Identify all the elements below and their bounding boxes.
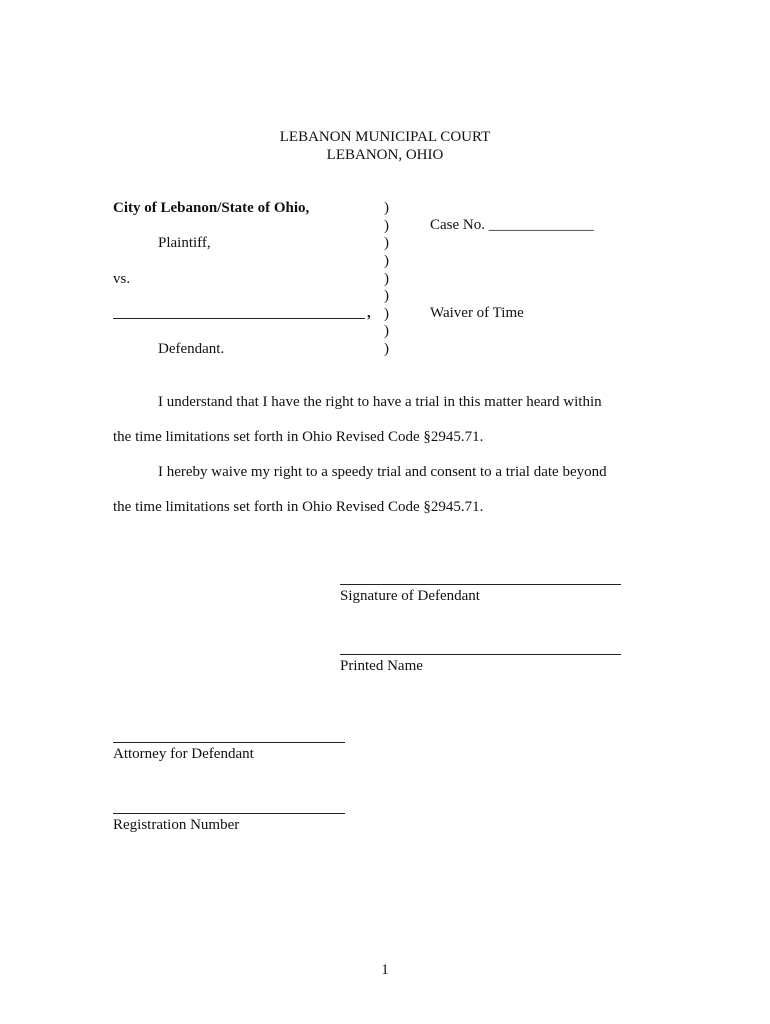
paragraph-2-line-1: I hereby waive my right to a speedy trial and consent to a trial date beyond xyxy=(158,464,607,480)
printed-name-label: Printed Name xyxy=(340,658,423,674)
caption-paren: ) xyxy=(384,288,389,304)
caption-paren: ) xyxy=(384,341,389,357)
attorney-signature-line[interactable] xyxy=(113,742,345,743)
document-title: Waiver of Time xyxy=(430,305,524,321)
registration-number-line[interactable] xyxy=(113,813,345,814)
court-name: LEBANON MUNICIPAL COURT xyxy=(279,129,491,145)
case-number-field[interactable]: Case No. ______________ xyxy=(430,217,594,233)
paragraph-2-line-2: the time limitations set forth in Ohio Revised Code §2945.71. xyxy=(113,499,484,515)
defendant-signature-line[interactable] xyxy=(340,584,621,585)
caption-paren: ) xyxy=(384,323,389,339)
plaintiff-name: City of Lebanon/State of Ohio, xyxy=(113,200,310,216)
registration-label: Registration Number xyxy=(113,817,240,833)
versus-label: vs. xyxy=(113,271,131,287)
defendant-name-blank[interactable] xyxy=(113,318,365,319)
court-location: LEBANON, OHIO xyxy=(326,147,444,163)
caption-paren: ) xyxy=(384,253,389,269)
printed-name-line[interactable] xyxy=(340,654,621,655)
defendant-signature-label: Signature of Defendant xyxy=(340,588,480,604)
defendant-comma: , xyxy=(367,305,371,321)
attorney-label: Attorney for Defendant xyxy=(113,746,254,762)
paragraph-1-line-1: I understand that I have the right to have a trial in this matter heard within xyxy=(158,394,602,410)
caption-paren: ) xyxy=(384,235,389,251)
caption-paren: ) xyxy=(384,306,389,322)
caption-paren: ) xyxy=(384,200,389,216)
page-number: 1 xyxy=(381,962,389,978)
plaintiff-label: Plaintiff, xyxy=(158,235,211,251)
caption-paren: ) xyxy=(384,271,389,287)
caption-paren: ) xyxy=(384,218,389,234)
defendant-label: Defendant. xyxy=(158,341,225,357)
paragraph-1-line-2: the time limitations set forth in Ohio Revised Code §2945.71. xyxy=(113,429,484,445)
